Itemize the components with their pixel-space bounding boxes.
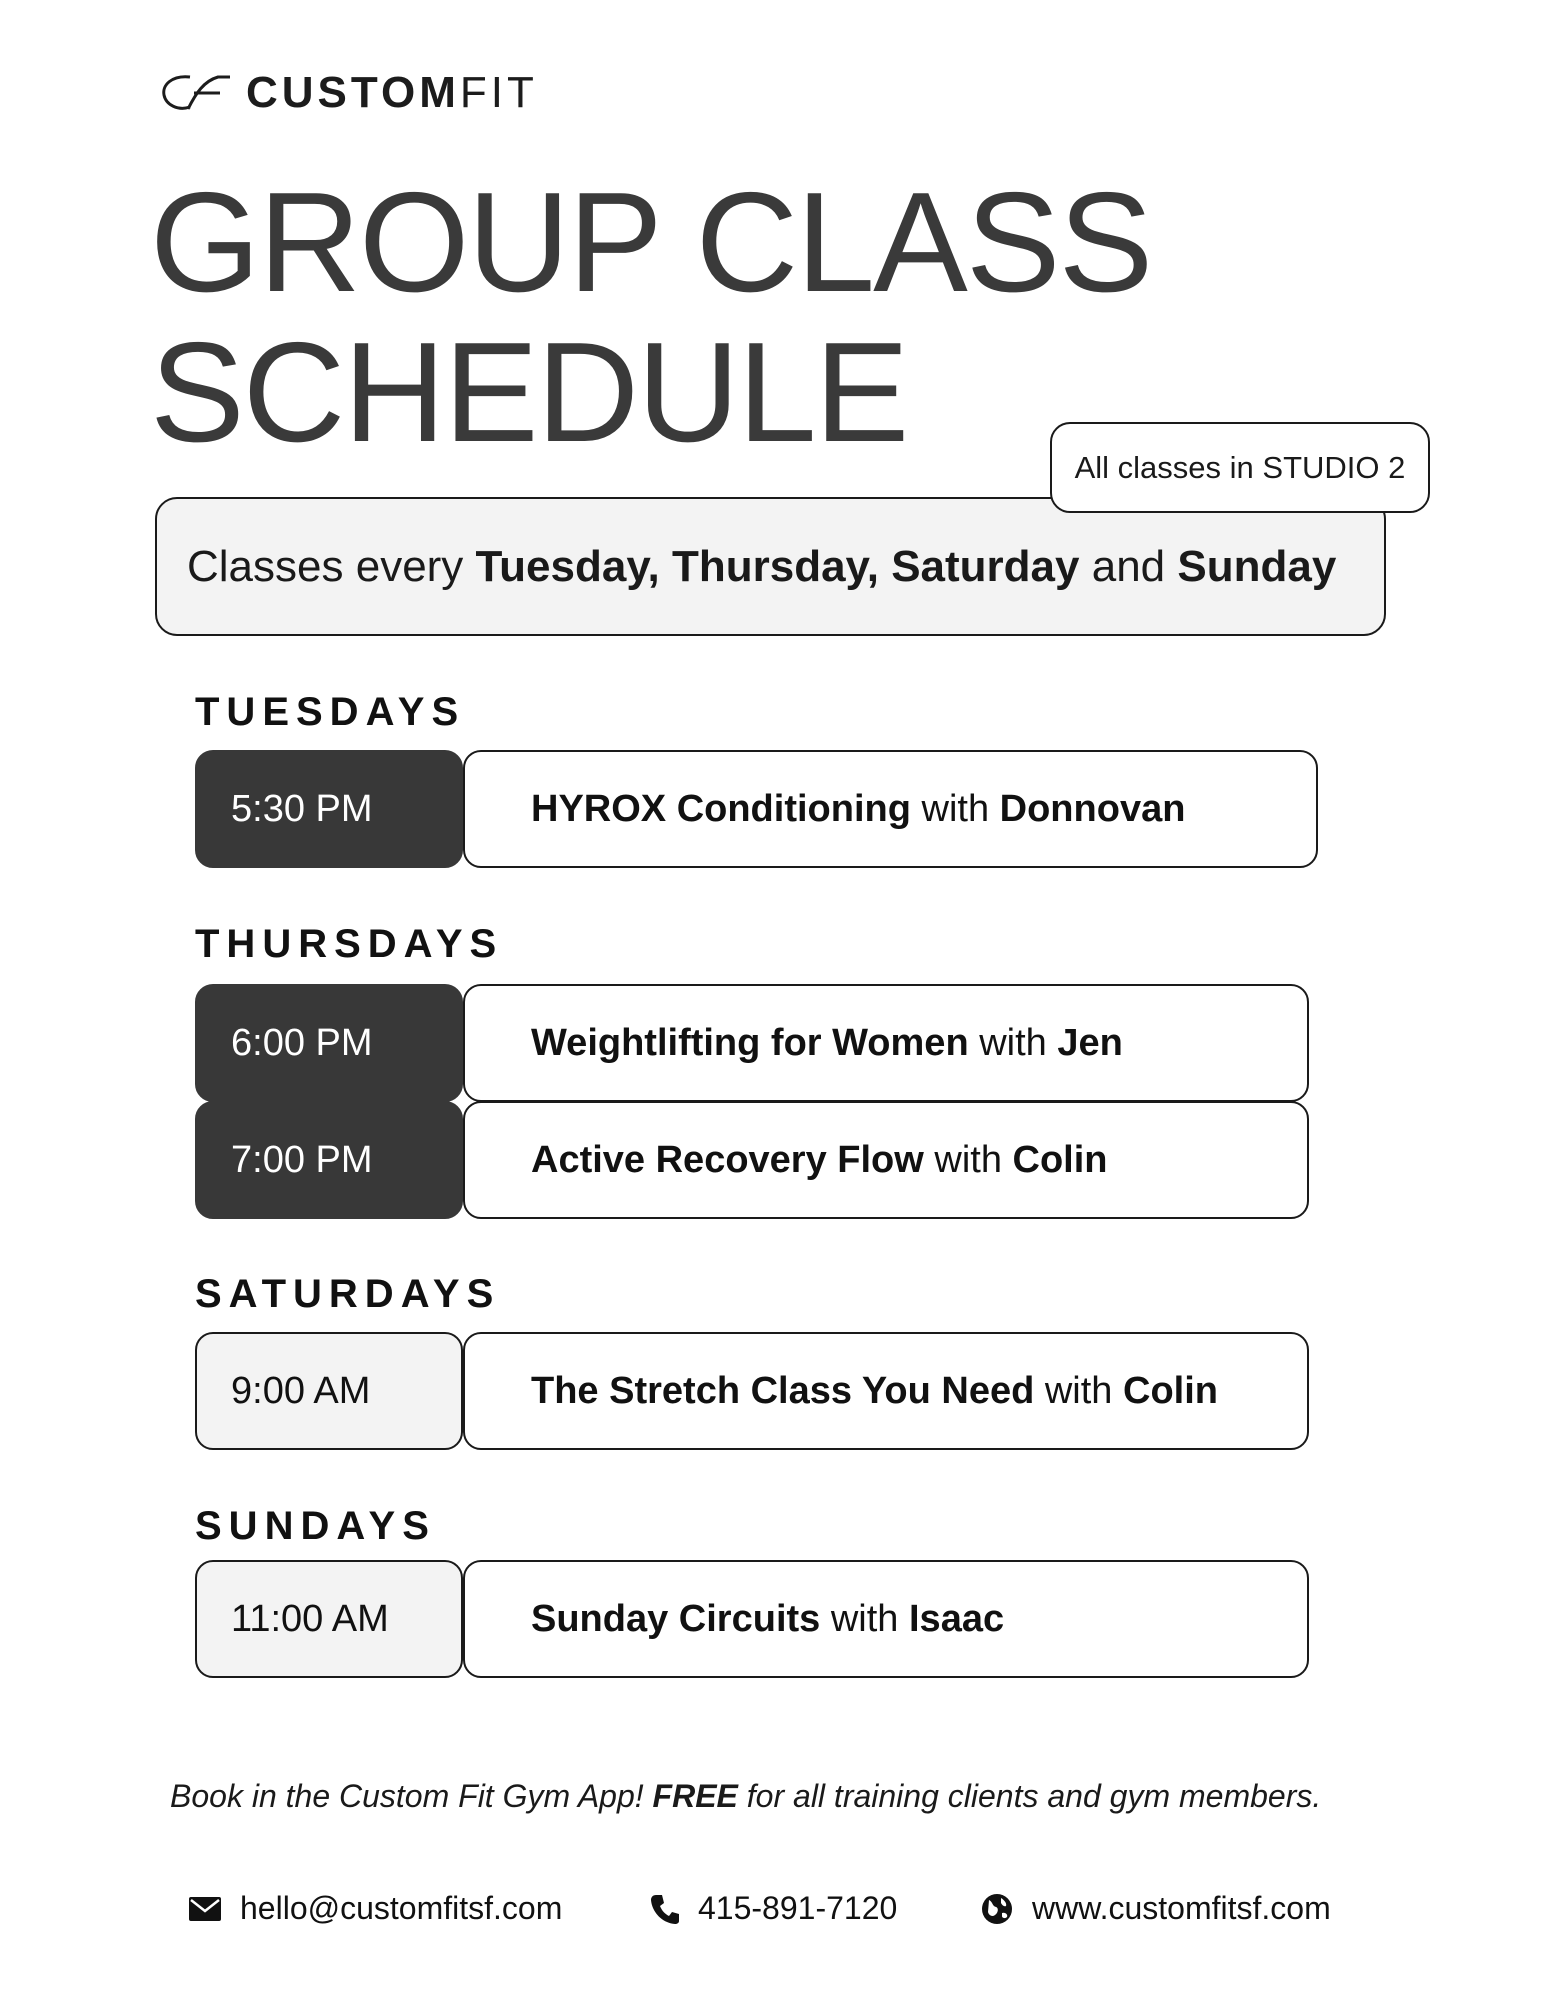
class-name: Active Recovery Flow: [531, 1138, 924, 1181]
class-instructor: Colin: [1123, 1369, 1218, 1412]
class-time: 9:00 AM: [195, 1332, 463, 1450]
class-instructor: Jen: [1057, 1021, 1123, 1064]
banner-days: Tuesday, Thursday, Saturday: [475, 541, 1080, 591]
globe-icon: [980, 1892, 1014, 1926]
day-heading-sundays: SUNDAYS: [195, 1504, 436, 1548]
email-text: hello@customfitsf.com: [240, 1890, 563, 1926]
class-time: 11:00 AM: [195, 1560, 463, 1678]
class-info: [463, 1560, 1309, 1678]
class-days-banner: [155, 497, 1386, 636]
brand-logo: [160, 68, 538, 118]
class-with: with: [921, 787, 990, 830]
class-name: Sunday Circuits: [531, 1597, 821, 1640]
class-with: with: [934, 1138, 1002, 1181]
class-time: 6:00 PM: [195, 984, 463, 1102]
class-time: 7:00 PM: [195, 1101, 463, 1219]
class-instructor: Isaac: [909, 1597, 1005, 1640]
day-heading-tuesdays: TUESDAYS: [195, 690, 466, 734]
page-title-line-1: GROUP CLASS: [150, 163, 1152, 322]
day-heading-saturdays: SATURDAYS: [195, 1272, 501, 1316]
class-name: Weightlifting for Women: [531, 1021, 969, 1064]
banner-last-day: Sunday: [1177, 541, 1337, 591]
day-heading-thursdays: THURSDAYS: [195, 922, 504, 966]
studio-tag: All classes in STUDIO 2: [1050, 422, 1430, 513]
class-info: [463, 1332, 1309, 1450]
booking-note: Book in the Custom Fit Gym App! FREE for all training clients and gym members.: [170, 1778, 1322, 1814]
class-name: HYROX Conditioning: [531, 787, 911, 830]
class-with: with: [979, 1021, 1047, 1064]
brand-wordmark: CUSTOMFIT: [246, 68, 538, 117]
phone-icon: [650, 1893, 680, 1925]
mail-icon: [188, 1896, 222, 1922]
page-title-line-2: SCHEDULE: [150, 313, 908, 472]
class-time: 5:30 PM: [195, 750, 463, 868]
class-info: [463, 1101, 1309, 1219]
free-label: FREE: [652, 1778, 738, 1814]
cf-logo-icon: [160, 71, 232, 115]
class-instructor: Colin: [1012, 1138, 1108, 1181]
banner-prefix: Classes every: [187, 541, 464, 591]
email-contact[interactable]: [188, 1890, 562, 1927]
class-info: [463, 984, 1309, 1102]
class-with: with: [830, 1597, 899, 1640]
page-title: [150, 163, 1152, 472]
phone-contact[interactable]: [650, 1890, 897, 1927]
class-with: with: [1044, 1369, 1113, 1412]
contact-bar: [0, 1890, 1545, 1940]
banner-and: and: [1091, 541, 1166, 591]
website-contact[interactable]: [980, 1890, 1331, 1927]
phone-text: 415-891-7120: [698, 1890, 898, 1926]
class-info: [463, 750, 1318, 868]
class-instructor: Donnovan: [999, 787, 1186, 830]
class-name: The Stretch Class You Need: [531, 1369, 1035, 1412]
website-text: www.customfitsf.com: [1032, 1890, 1331, 1926]
